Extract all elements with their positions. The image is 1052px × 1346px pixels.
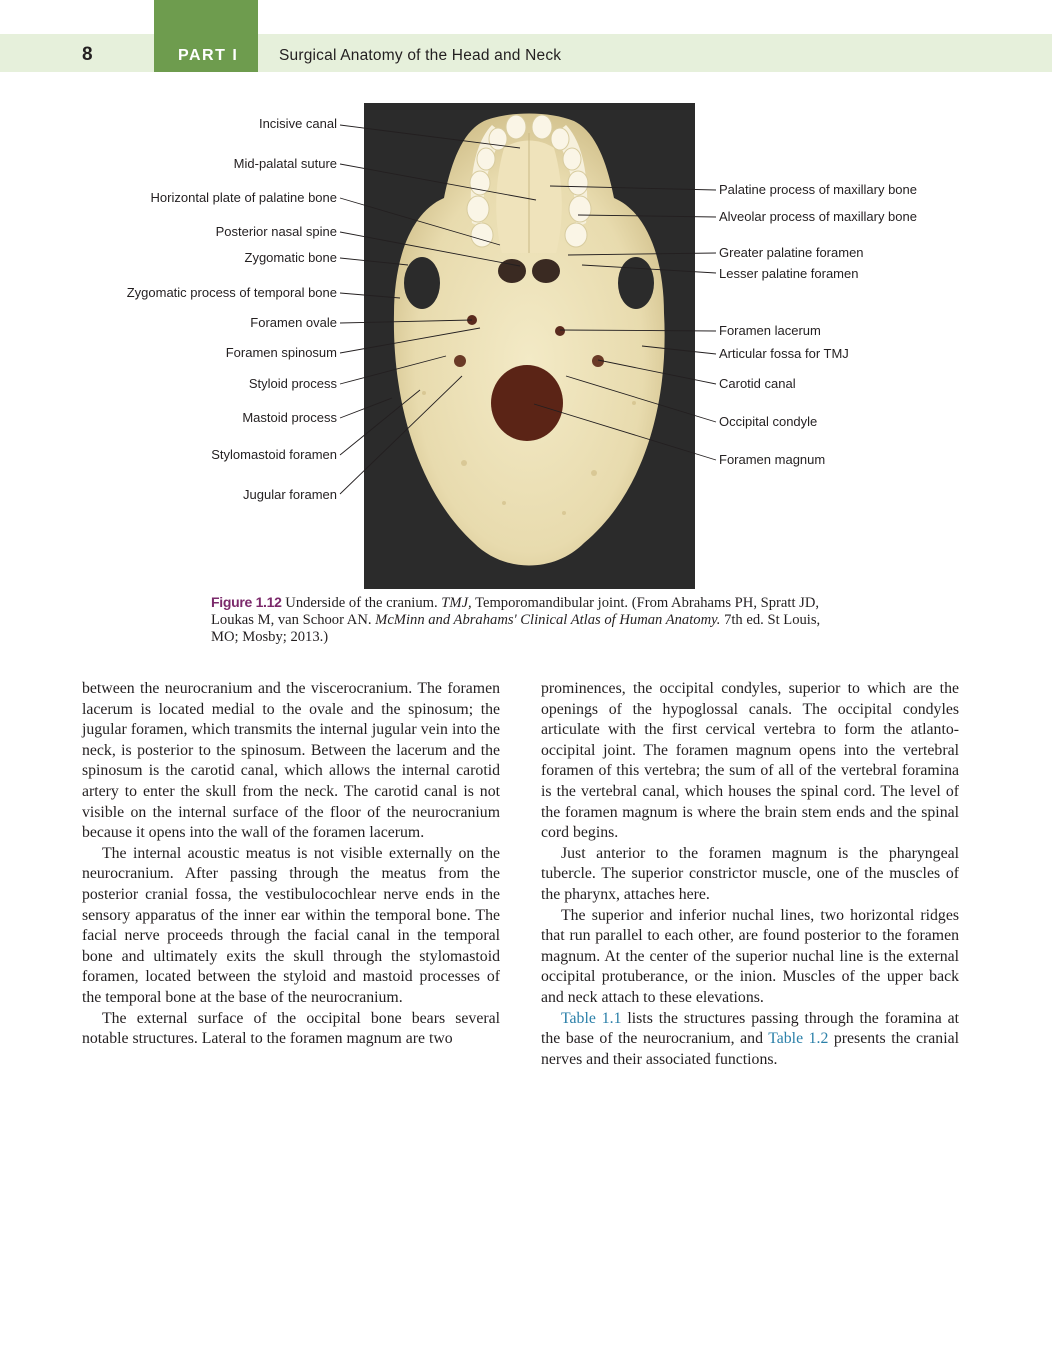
label-greater-palatine-foramen: Greater palatine foramen [719, 245, 864, 260]
part-label: PART I [178, 47, 239, 64]
body-column-right [541, 679, 959, 1070]
paragraph-text: presents the cranial nerves and their associated functions. [541, 1030, 959, 1068]
label-foramen-ovale: Foramen ovale [250, 315, 337, 330]
label-foramen-spinosum: Foramen spinosum [225, 345, 337, 360]
label-foramen-lacerum: Foramen lacerum [719, 323, 821, 338]
paragraph-text: lists the structures passing through the foramina at the base of the neurocranium, and [541, 1009, 959, 1048]
table-link[interactable]: Table 1.1 [561, 1009, 622, 1027]
paragraph: The external surface of the occipital bone bears several notable structures. Lateral to the foramen magnum are two [82, 1009, 500, 1048]
label-foramen-magnum: Foramen magnum [719, 452, 826, 467]
paragraph: The superior and inferior nuchal lines, two horizontal ridges that run parallel to each other, are found posterior to the foramen magnum. At the center of the superior nuchal line is the external occipital protuberance, or the inion. Muscles of the upper back and neck attach to these elevations. [541, 906, 959, 1006]
label-articular-fossa: Articular fossa for TMJ [719, 346, 849, 361]
caption-italic-abbrev: TMJ, [441, 595, 472, 611]
label-zygomatic-bone: Zygomatic bone [244, 250, 337, 265]
paragraph: prominences, the occipital condyles, superior to which are the openings of the hypoglossal canals. The occipital condyles articulate with the first cervical vertebra to form the atlanto-occipital joint. The foramen magnum opens into the vertebral foramen of this vertebra; the sum of all of the vertebral foramina is the vertebral canal, which houses the spinal cord. The level of the foramen magnum is where the brain stem ends and the spinal cord begins. [541, 680, 959, 842]
running-head: Surgical Anatomy of the Head and Neck [279, 47, 562, 64]
skull-photograph [364, 103, 695, 589]
label-jugular-foramen: Jugular foramen [243, 487, 337, 502]
paragraph: The internal acoustic meatus is not visible externally on the neurocranium. After passing through the meatus from the posterior cranial fossa, the vestibulocochlear nerve ends in the sensory apparatus of the inner ear within the temporal bone. The facial nerve proceeds through the facial canal in the temporal bone and ultimately exits the skull through the stylomastoid foramen, located between the styloid and mastoid processes of the temporal bone at the base of the neurocranium. [82, 844, 500, 1006]
label-palatine-process: Palatine process of maxillary bone [719, 182, 917, 197]
label-alveolar-process: Alveolar process of maxillary bone [719, 209, 917, 224]
caption-text: Underside of the cranium. [281, 595, 442, 611]
label-horizontal-plate: Horizontal plate of palatine bone [150, 190, 337, 205]
label-occipital-condyle: Occipital condyle [719, 414, 818, 429]
figure-caption [211, 594, 833, 646]
label-mid-palatal-suture: Mid-palatal suture [233, 156, 337, 171]
paragraph: between the neurocranium and the viscerocranium. The foramen lacerum is located medial to the ovale and the spinosum; the jugular foramen, which transmits the internal jugular vein into the neck, is posterior to the spinosum. Between the lacerum and the spinosum is the carotid canal, which allows the internal carotid artery to enter the skull from the neck. The carotid canal is not visible on the internal surface of the floor of the neurocranium because it opens into the wall of the foramen lacerum. [82, 680, 500, 842]
label-styloid-process: Styloid process [248, 376, 337, 391]
label-carotid-canal: Carotid canal [719, 376, 796, 391]
label-incisive-canal: Incisive canal [258, 116, 337, 131]
caption-text: Temporomandibular joint. (From Abrahams PH, Spratt JD, Loukas M, van Schoor AN. [211, 595, 820, 628]
paragraph [541, 1009, 959, 1071]
body-column-left [82, 679, 500, 1050]
paragraph: Just anterior to the foramen magnum is the pharyngeal tubercle. The superior constrictor muscle, one of the muscles of the pharynx, attaches here. [541, 844, 959, 903]
label-stylomastoid-foramen: Stylomastoid foramen [211, 447, 337, 462]
caption-text: 7th ed. St Louis, MO; Mosby; 2013.) [211, 612, 821, 645]
label-lesser-palatine-foramen: Lesser palatine foramen [719, 266, 859, 281]
label-mastoid-process: Mastoid process [242, 410, 337, 425]
figure-number: Figure 1.12 [211, 594, 282, 610]
page-number: 8 [82, 44, 93, 65]
label-posterior-nasal-spine: Posterior nasal spine [215, 224, 337, 239]
label-zygomatic-process: Zygomatic process of temporal bone [126, 285, 337, 300]
caption-book-title: McMinn and Abrahams' Clinical Atlas of Human Anatomy. [375, 612, 721, 628]
table-link[interactable]: Table 1.2 [768, 1030, 829, 1048]
